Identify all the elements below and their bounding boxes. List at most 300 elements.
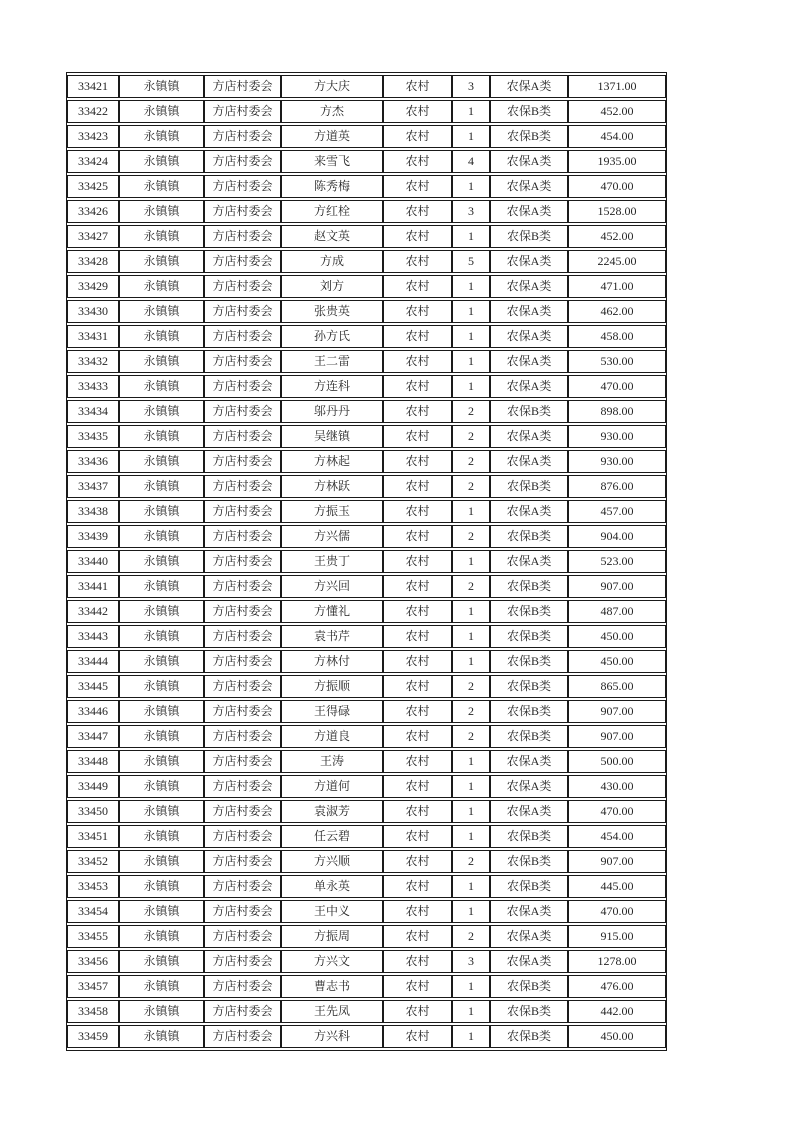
cell-residence-type: 农村 xyxy=(383,750,452,773)
cell-serial-number: 33424 xyxy=(67,150,119,173)
cell-town: 永镇镇 xyxy=(119,725,204,748)
cell-person-name: 方道良 xyxy=(281,725,383,748)
cell-person-name: 刘方 xyxy=(281,275,383,298)
cell-village-committee: 方店村委会 xyxy=(204,400,281,423)
cell-amount: 470.00 xyxy=(568,900,666,923)
cell-village-committee: 方店村委会 xyxy=(204,900,281,923)
cell-village-committee: 方店村委会 xyxy=(204,475,281,498)
cell-person-name: 曹志书 xyxy=(281,975,383,998)
cell-serial-number: 33426 xyxy=(67,200,119,223)
cell-person-name: 王中义 xyxy=(281,900,383,923)
cell-town: 永镇镇 xyxy=(119,675,204,698)
table-row xyxy=(67,600,666,623)
cell-amount: 876.00 xyxy=(568,475,666,498)
cell-person-count: 1 xyxy=(452,225,490,248)
cell-insurance-category: 农保B类 xyxy=(490,1025,568,1048)
cell-person-name: 方懂礼 xyxy=(281,600,383,623)
cell-town: 永镇镇 xyxy=(119,525,204,548)
cell-village-committee: 方店村委会 xyxy=(204,850,281,873)
cell-insurance-category: 农保A类 xyxy=(490,275,568,298)
cell-person-name: 王得碌 xyxy=(281,700,383,723)
table-row xyxy=(67,100,666,123)
cell-residence-type: 农村 xyxy=(383,650,452,673)
table-row xyxy=(67,425,666,448)
cell-residence-type: 农村 xyxy=(383,400,452,423)
table-row xyxy=(67,950,666,973)
cell-residence-type: 农村 xyxy=(383,525,452,548)
cell-person-count: 2 xyxy=(452,725,490,748)
cell-residence-type: 农村 xyxy=(383,275,452,298)
cell-serial-number: 33446 xyxy=(67,700,119,723)
cell-insurance-category: 农保A类 xyxy=(490,950,568,973)
cell-town: 永镇镇 xyxy=(119,650,204,673)
table-row xyxy=(67,400,666,423)
cell-amount: 915.00 xyxy=(568,925,666,948)
cell-residence-type: 农村 xyxy=(383,425,452,448)
cell-town: 永镇镇 xyxy=(119,1000,204,1023)
cell-serial-number: 33425 xyxy=(67,175,119,198)
cell-town: 永镇镇 xyxy=(119,700,204,723)
cell-person-name: 方道英 xyxy=(281,125,383,148)
cell-insurance-category: 农保A类 xyxy=(490,800,568,823)
cell-town: 永镇镇 xyxy=(119,475,204,498)
cell-person-name: 方兴回 xyxy=(281,575,383,598)
cell-person-count: 2 xyxy=(452,700,490,723)
table-row xyxy=(67,150,666,173)
cell-person-name: 来雪飞 xyxy=(281,150,383,173)
cell-village-committee: 方店村委会 xyxy=(204,275,281,298)
cell-insurance-category: 农保A类 xyxy=(490,750,568,773)
cell-serial-number: 33430 xyxy=(67,300,119,323)
cell-person-count: 2 xyxy=(452,925,490,948)
cell-town: 永镇镇 xyxy=(119,900,204,923)
cell-person-count: 1 xyxy=(452,975,490,998)
cell-residence-type: 农村 xyxy=(383,300,452,323)
cell-amount: 930.00 xyxy=(568,425,666,448)
cell-person-count: 1 xyxy=(452,650,490,673)
cell-amount: 450.00 xyxy=(568,1025,666,1048)
cell-amount: 454.00 xyxy=(568,825,666,848)
cell-person-count: 1 xyxy=(452,375,490,398)
cell-residence-type: 农村 xyxy=(383,875,452,898)
cell-serial-number: 33439 xyxy=(67,525,119,548)
cell-serial-number: 33423 xyxy=(67,125,119,148)
cell-serial-number: 33421 xyxy=(67,75,119,98)
cell-insurance-category: 农保B类 xyxy=(490,650,568,673)
cell-town: 永镇镇 xyxy=(119,575,204,598)
cell-insurance-category: 农保B类 xyxy=(490,875,568,898)
cell-serial-number: 33422 xyxy=(67,100,119,123)
cell-amount: 500.00 xyxy=(568,750,666,773)
table-row xyxy=(67,200,666,223)
cell-person-name: 张贵英 xyxy=(281,300,383,323)
cell-serial-number: 33442 xyxy=(67,600,119,623)
cell-person-count: 2 xyxy=(452,400,490,423)
table-row xyxy=(67,725,666,748)
cell-person-count: 1 xyxy=(452,1000,490,1023)
cell-village-committee: 方店村委会 xyxy=(204,550,281,573)
cell-town: 永镇镇 xyxy=(119,325,204,348)
cell-insurance-category: 农保A类 xyxy=(490,175,568,198)
cell-person-name: 任云碧 xyxy=(281,825,383,848)
cell-town: 永镇镇 xyxy=(119,200,204,223)
table-row xyxy=(67,475,666,498)
cell-town: 永镇镇 xyxy=(119,75,204,98)
cell-person-count: 2 xyxy=(452,575,490,598)
table-row xyxy=(67,1025,666,1048)
cell-amount: 907.00 xyxy=(568,850,666,873)
cell-village-committee: 方店村委会 xyxy=(204,225,281,248)
cell-town: 永镇镇 xyxy=(119,300,204,323)
cell-person-count: 1 xyxy=(452,325,490,348)
cell-village-committee: 方店村委会 xyxy=(204,825,281,848)
cell-amount: 442.00 xyxy=(568,1000,666,1023)
cell-residence-type: 农村 xyxy=(383,925,452,948)
cell-insurance-category: 农保B类 xyxy=(490,100,568,123)
cell-town: 永镇镇 xyxy=(119,125,204,148)
table-row xyxy=(67,250,666,273)
cell-amount: 907.00 xyxy=(568,725,666,748)
cell-serial-number: 33431 xyxy=(67,325,119,348)
cell-insurance-category: 农保A类 xyxy=(490,150,568,173)
cell-town: 永镇镇 xyxy=(119,550,204,573)
cell-amount: 471.00 xyxy=(568,275,666,298)
cell-serial-number: 33428 xyxy=(67,250,119,273)
cell-serial-number: 33445 xyxy=(67,675,119,698)
cell-insurance-category: 农保B类 xyxy=(490,125,568,148)
cell-person-count: 1 xyxy=(452,600,490,623)
cell-amount: 523.00 xyxy=(568,550,666,573)
cell-amount: 458.00 xyxy=(568,325,666,348)
cell-amount: 470.00 xyxy=(568,175,666,198)
cell-serial-number: 33447 xyxy=(67,725,119,748)
cell-serial-number: 33451 xyxy=(67,825,119,848)
cell-village-committee: 方店村委会 xyxy=(204,625,281,648)
cell-serial-number: 33443 xyxy=(67,625,119,648)
cell-village-committee: 方店村委会 xyxy=(204,975,281,998)
cell-insurance-category: 农保A类 xyxy=(490,300,568,323)
cell-town: 永镇镇 xyxy=(119,425,204,448)
cell-residence-type: 农村 xyxy=(383,450,452,473)
cell-serial-number: 33455 xyxy=(67,925,119,948)
cell-insurance-category: 农保B类 xyxy=(490,625,568,648)
cell-person-name: 吴继镇 xyxy=(281,425,383,448)
cell-person-name: 方兴儒 xyxy=(281,525,383,548)
cell-amount: 1935.00 xyxy=(568,150,666,173)
cell-village-committee: 方店村委会 xyxy=(204,775,281,798)
cell-residence-type: 农村 xyxy=(383,950,452,973)
cell-insurance-category: 农保B类 xyxy=(490,400,568,423)
cell-residence-type: 农村 xyxy=(383,800,452,823)
cell-person-count: 1 xyxy=(452,100,490,123)
cell-residence-type: 农村 xyxy=(383,500,452,523)
cell-amount: 450.00 xyxy=(568,625,666,648)
cell-town: 永镇镇 xyxy=(119,775,204,798)
cell-serial-number: 33427 xyxy=(67,225,119,248)
cell-person-count: 1 xyxy=(452,825,490,848)
cell-town: 永镇镇 xyxy=(119,750,204,773)
cell-amount: 454.00 xyxy=(568,125,666,148)
cell-village-committee: 方店村委会 xyxy=(204,300,281,323)
table-row xyxy=(67,800,666,823)
cell-residence-type: 农村 xyxy=(383,825,452,848)
cell-insurance-category: 农保B类 xyxy=(490,525,568,548)
cell-person-name: 方成 xyxy=(281,250,383,273)
table-row xyxy=(67,675,666,698)
cell-residence-type: 农村 xyxy=(383,1000,452,1023)
cell-amount: 1371.00 xyxy=(568,75,666,98)
cell-village-committee: 方店村委会 xyxy=(204,800,281,823)
table-row xyxy=(67,375,666,398)
table-row xyxy=(67,525,666,548)
cell-residence-type: 农村 xyxy=(383,225,452,248)
cell-insurance-category: 农保B类 xyxy=(490,850,568,873)
cell-village-committee: 方店村委会 xyxy=(204,350,281,373)
cell-insurance-category: 农保B类 xyxy=(490,1000,568,1023)
table-row xyxy=(67,650,666,673)
cell-person-name: 方红栓 xyxy=(281,200,383,223)
cell-person-count: 2 xyxy=(452,675,490,698)
cell-town: 永镇镇 xyxy=(119,350,204,373)
cell-amount: 907.00 xyxy=(568,700,666,723)
cell-person-count: 1 xyxy=(452,625,490,648)
cell-residence-type: 农村 xyxy=(383,725,452,748)
cell-person-name: 方振顺 xyxy=(281,675,383,698)
cell-person-count: 1 xyxy=(452,125,490,148)
cell-village-committee: 方店村委会 xyxy=(204,125,281,148)
cell-serial-number: 33438 xyxy=(67,500,119,523)
cell-town: 永镇镇 xyxy=(119,450,204,473)
cell-person-count: 1 xyxy=(452,275,490,298)
cell-person-name: 方道何 xyxy=(281,775,383,798)
cell-person-count: 1 xyxy=(452,900,490,923)
cell-insurance-category: 农保A类 xyxy=(490,200,568,223)
table-row xyxy=(67,75,666,98)
cell-person-count: 3 xyxy=(452,950,490,973)
cell-town: 永镇镇 xyxy=(119,850,204,873)
table-row xyxy=(67,750,666,773)
cell-insurance-category: 农保B类 xyxy=(490,600,568,623)
cell-person-name: 陈秀梅 xyxy=(281,175,383,198)
cell-residence-type: 农村 xyxy=(383,700,452,723)
cell-insurance-category: 农保A类 xyxy=(490,925,568,948)
cell-person-count: 2 xyxy=(452,525,490,548)
cell-town: 永镇镇 xyxy=(119,225,204,248)
cell-town: 永镇镇 xyxy=(119,375,204,398)
cell-village-committee: 方店村委会 xyxy=(204,200,281,223)
cell-serial-number: 33441 xyxy=(67,575,119,598)
table-row xyxy=(67,975,666,998)
cell-residence-type: 农村 xyxy=(383,250,452,273)
cell-village-committee: 方店村委会 xyxy=(204,650,281,673)
cell-amount: 530.00 xyxy=(568,350,666,373)
cell-person-count: 3 xyxy=(452,75,490,98)
cell-residence-type: 农村 xyxy=(383,100,452,123)
cell-person-name: 袁淑芳 xyxy=(281,800,383,823)
cell-amount: 1528.00 xyxy=(568,200,666,223)
table-row xyxy=(67,700,666,723)
cell-person-count: 1 xyxy=(452,500,490,523)
cell-amount: 476.00 xyxy=(568,975,666,998)
cell-town: 永镇镇 xyxy=(119,500,204,523)
cell-amount: 2245.00 xyxy=(568,250,666,273)
table-row xyxy=(67,875,666,898)
cell-person-name: 单永英 xyxy=(281,875,383,898)
cell-town: 永镇镇 xyxy=(119,1025,204,1048)
table-row xyxy=(67,825,666,848)
cell-village-committee: 方店村委会 xyxy=(204,575,281,598)
cell-serial-number: 33440 xyxy=(67,550,119,573)
cell-insurance-category: 农保B类 xyxy=(490,700,568,723)
cell-serial-number: 33434 xyxy=(67,400,119,423)
cell-town: 永镇镇 xyxy=(119,400,204,423)
cell-insurance-category: 农保A类 xyxy=(490,550,568,573)
cell-village-committee: 方店村委会 xyxy=(204,375,281,398)
cell-residence-type: 农村 xyxy=(383,475,452,498)
cell-town: 永镇镇 xyxy=(119,925,204,948)
cell-village-committee: 方店村委会 xyxy=(204,175,281,198)
cell-town: 永镇镇 xyxy=(119,150,204,173)
cell-insurance-category: 农保A类 xyxy=(490,775,568,798)
cell-village-committee: 方店村委会 xyxy=(204,725,281,748)
table-row xyxy=(67,925,666,948)
cell-residence-type: 农村 xyxy=(383,125,452,148)
cell-town: 永镇镇 xyxy=(119,100,204,123)
cell-insurance-category: 农保B类 xyxy=(490,475,568,498)
cell-amount: 452.00 xyxy=(568,100,666,123)
cell-person-count: 1 xyxy=(452,300,490,323)
cell-serial-number: 33459 xyxy=(67,1025,119,1048)
cell-residence-type: 农村 xyxy=(383,775,452,798)
cell-person-count: 2 xyxy=(452,425,490,448)
cell-residence-type: 农村 xyxy=(383,575,452,598)
cell-village-committee: 方店村委会 xyxy=(204,1000,281,1023)
cell-town: 永镇镇 xyxy=(119,875,204,898)
cell-person-count: 3 xyxy=(452,200,490,223)
table-row xyxy=(67,775,666,798)
cell-residence-type: 农村 xyxy=(383,200,452,223)
table-row xyxy=(67,175,666,198)
cell-town: 永镇镇 xyxy=(119,600,204,623)
cell-residence-type: 农村 xyxy=(383,175,452,198)
cell-person-name: 方兴顺 xyxy=(281,850,383,873)
cell-serial-number: 33429 xyxy=(67,275,119,298)
table-row xyxy=(67,125,666,148)
cell-town: 永镇镇 xyxy=(119,950,204,973)
cell-serial-number: 33457 xyxy=(67,975,119,998)
cell-amount: 452.00 xyxy=(568,225,666,248)
cell-residence-type: 农村 xyxy=(383,550,452,573)
cell-person-name: 邬丹丹 xyxy=(281,400,383,423)
cell-insurance-category: 农保B类 xyxy=(490,825,568,848)
cell-amount: 487.00 xyxy=(568,600,666,623)
cell-village-committee: 方店村委会 xyxy=(204,1025,281,1048)
cell-serial-number: 33437 xyxy=(67,475,119,498)
cell-serial-number: 33432 xyxy=(67,350,119,373)
cell-town: 永镇镇 xyxy=(119,250,204,273)
cell-person-count: 5 xyxy=(452,250,490,273)
cell-amount: 470.00 xyxy=(568,800,666,823)
cell-residence-type: 农村 xyxy=(383,350,452,373)
cell-residence-type: 农村 xyxy=(383,150,452,173)
cell-insurance-category: 农保B类 xyxy=(490,575,568,598)
cell-village-committee: 方店村委会 xyxy=(204,750,281,773)
cell-town: 永镇镇 xyxy=(119,975,204,998)
table-row xyxy=(67,225,666,248)
table-body xyxy=(67,75,666,1048)
cell-village-committee: 方店村委会 xyxy=(204,250,281,273)
cell-serial-number: 33433 xyxy=(67,375,119,398)
table-row xyxy=(67,1000,666,1023)
cell-residence-type: 农村 xyxy=(383,75,452,98)
cell-residence-type: 农村 xyxy=(383,900,452,923)
table-row xyxy=(67,275,666,298)
cell-village-committee: 方店村委会 xyxy=(204,925,281,948)
cell-person-count: 1 xyxy=(452,550,490,573)
cell-person-count: 1 xyxy=(452,1025,490,1048)
cell-town: 永镇镇 xyxy=(119,625,204,648)
cell-serial-number: 33435 xyxy=(67,425,119,448)
table-row xyxy=(67,850,666,873)
table-row xyxy=(67,300,666,323)
cell-person-name: 袁书芹 xyxy=(281,625,383,648)
cell-insurance-category: 农保A类 xyxy=(490,450,568,473)
cell-village-committee: 方店村委会 xyxy=(204,525,281,548)
table-row xyxy=(67,625,666,648)
cell-insurance-category: 农保A类 xyxy=(490,500,568,523)
cell-town: 永镇镇 xyxy=(119,800,204,823)
cell-residence-type: 农村 xyxy=(383,850,452,873)
cell-person-name: 方大庆 xyxy=(281,75,383,98)
cell-village-committee: 方店村委会 xyxy=(204,600,281,623)
cell-village-committee: 方店村委会 xyxy=(204,325,281,348)
cell-serial-number: 33456 xyxy=(67,950,119,973)
cell-village-committee: 方店村委会 xyxy=(204,450,281,473)
cell-person-count: 1 xyxy=(452,875,490,898)
cell-insurance-category: 农保B类 xyxy=(490,975,568,998)
cell-village-committee: 方店村委会 xyxy=(204,875,281,898)
cell-person-count: 4 xyxy=(452,150,490,173)
pension-payment-table xyxy=(66,72,667,1051)
cell-insurance-category: 农保B类 xyxy=(490,675,568,698)
cell-insurance-category: 农保A类 xyxy=(490,425,568,448)
cell-person-name: 方振玉 xyxy=(281,500,383,523)
cell-serial-number: 33448 xyxy=(67,750,119,773)
cell-person-count: 2 xyxy=(452,450,490,473)
cell-residence-type: 农村 xyxy=(383,375,452,398)
cell-serial-number: 33452 xyxy=(67,850,119,873)
cell-serial-number: 33436 xyxy=(67,450,119,473)
cell-person-count: 2 xyxy=(452,850,490,873)
cell-person-name: 方振周 xyxy=(281,925,383,948)
cell-serial-number: 33444 xyxy=(67,650,119,673)
cell-town: 永镇镇 xyxy=(119,175,204,198)
cell-person-name: 方连科 xyxy=(281,375,383,398)
cell-residence-type: 农村 xyxy=(383,325,452,348)
cell-insurance-category: 农保A类 xyxy=(490,75,568,98)
cell-person-count: 1 xyxy=(452,750,490,773)
cell-person-name: 孙方氏 xyxy=(281,325,383,348)
cell-person-name: 方兴文 xyxy=(281,950,383,973)
cell-amount: 907.00 xyxy=(568,575,666,598)
cell-person-name: 赵文英 xyxy=(281,225,383,248)
cell-insurance-category: 农保A类 xyxy=(490,325,568,348)
cell-serial-number: 33454 xyxy=(67,900,119,923)
cell-town: 永镇镇 xyxy=(119,275,204,298)
cell-residence-type: 农村 xyxy=(383,1025,452,1048)
cell-insurance-category: 农保B类 xyxy=(490,725,568,748)
cell-person-name: 王先凤 xyxy=(281,1000,383,1023)
